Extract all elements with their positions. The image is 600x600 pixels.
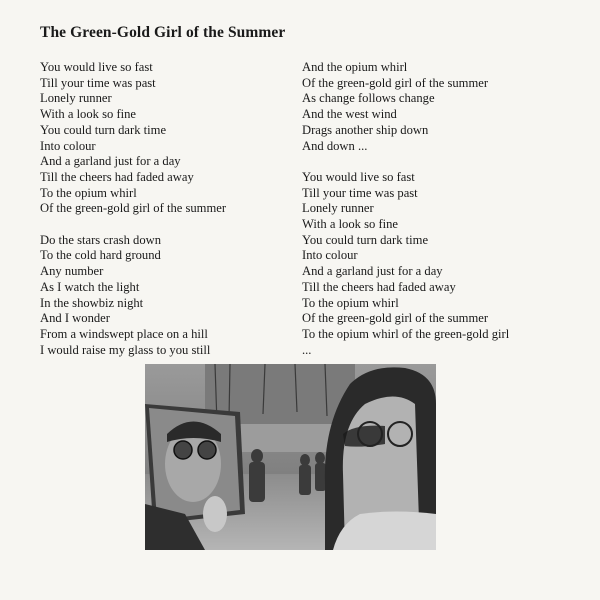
lyric-line: And the west wind xyxy=(302,107,397,122)
stanza xyxy=(302,60,592,154)
lyric-line: To the cold hard ground xyxy=(40,248,161,263)
lyrics-right-column xyxy=(302,60,592,358)
lyric-line: As I watch the light xyxy=(40,279,140,294)
lyric-line: Drags another ship down xyxy=(302,122,429,137)
lyric-line: Of the green-gold girl of the summer xyxy=(40,201,227,216)
stanza xyxy=(40,233,290,359)
lyric-line: Of the green-gold girl of the summer xyxy=(302,311,489,326)
stanza xyxy=(40,60,290,217)
lyric-line: With a look so fine xyxy=(40,107,137,122)
stanza xyxy=(302,170,592,358)
lyric-line: You could turn dark time xyxy=(302,232,429,247)
lyric-line: You would live so fast xyxy=(302,169,415,184)
lyric-line: Lonely runner xyxy=(302,201,374,216)
lyric-line: And a garland just for a day xyxy=(302,264,443,279)
lyric-line: Till your time was past xyxy=(40,75,156,90)
lyric-line: Of the green-gold girl of the summer xyxy=(302,75,489,90)
song-title: The Green-Gold Girl of the Summer xyxy=(40,24,286,41)
lyric-line: To the opium whirl xyxy=(302,295,399,310)
lyric-line: To the opium whirl of the green-gold girl xyxy=(302,326,510,341)
photo-man-with-mirror-icon xyxy=(145,364,436,550)
lyric-line: You would live so fast xyxy=(40,60,153,74)
lyric-line: As change follows change xyxy=(302,91,435,106)
lyric-line: And down ... xyxy=(302,138,368,153)
lyric-line: In the showbiz night xyxy=(40,295,144,310)
lyric-line: And a garland just for a day xyxy=(40,154,181,169)
lyric-line: You could turn dark time xyxy=(40,122,167,137)
lyric-line: I would raise my glass to you still xyxy=(40,342,211,357)
lyric-line: Till your time was past xyxy=(302,185,418,200)
lyric-line: And the opium whirl xyxy=(302,60,408,74)
lyric-line: Till the cheers had faded away xyxy=(40,169,194,184)
lyric-line: Any number xyxy=(40,264,104,279)
lyric-line: Till the cheers had faded away xyxy=(302,279,456,294)
lyrics-left-column xyxy=(40,60,290,358)
lyric-line: And I wonder xyxy=(40,311,110,326)
lyric-line: With a look so fine xyxy=(302,217,399,232)
lyric-line: From a windswept place on a hill xyxy=(40,326,208,341)
lyric-line: To the opium whirl xyxy=(40,185,137,200)
lyric-line: Into colour xyxy=(302,248,358,263)
lyric-line: Into colour xyxy=(40,138,96,153)
lyric-line: Do the stars crash down xyxy=(40,232,162,247)
lyric-line: Lonely runner xyxy=(40,91,112,106)
lyric-line: ... xyxy=(302,342,312,357)
